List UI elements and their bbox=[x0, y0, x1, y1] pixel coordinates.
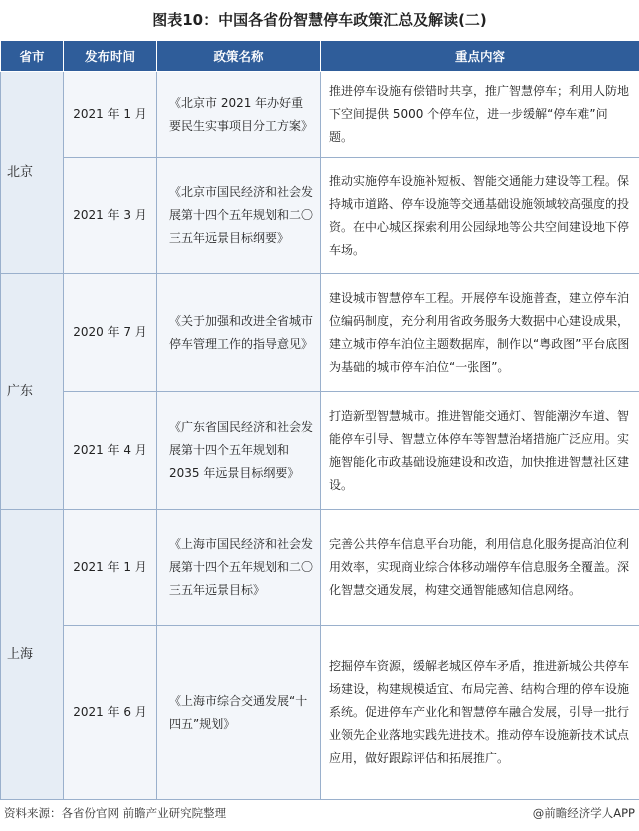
source-note: 资料来源：各省份官网 前瞻产业研究院整理 bbox=[4, 806, 227, 820]
table-header-row bbox=[1, 41, 639, 72]
content-cell: 推进停车设施有偿错时共享，推广智慧停车；利用人防地下空间提供 5000 个停车位，进一步缓解“停车难”问题。 bbox=[321, 72, 639, 158]
table-row bbox=[1, 392, 639, 510]
date-cell: 2021 年 1 月 bbox=[64, 72, 157, 158]
date-cell: 2020 年 7 月 bbox=[64, 274, 157, 392]
date-cell: 2021 年 4 月 bbox=[64, 392, 157, 510]
header-date: 发布时间 bbox=[64, 41, 157, 72]
date-cell: 2021 年 3 月 bbox=[64, 158, 157, 274]
policy-name-cell: 《上海市综合交通发展“十四五”规划》 bbox=[157, 626, 321, 800]
footer bbox=[0, 797, 639, 831]
policy-name-cell: 《关于加强和改进全省城市停车管理工作的指导意见》 bbox=[157, 274, 321, 392]
table-row bbox=[1, 510, 639, 626]
policy-name-cell: 《广东省国民经济和社会发展第十四个五年规划和2035 年远景目标纲要》 bbox=[157, 392, 321, 510]
content-cell: 完善公共停车信息平台功能，利用信息化服务提高泊位利用效率，实现商业综合体移动端停车信息服务全覆盖。深化智慧交通发展，构建交通智能感知信息网络。 bbox=[321, 510, 639, 626]
header-policy-name: 政策名称 bbox=[157, 41, 321, 72]
table-row bbox=[1, 274, 639, 392]
page-title: 图表10：中国各省份智慧停车政策汇总及解读(二) bbox=[152, 11, 487, 29]
province-cell: 广东 bbox=[1, 274, 64, 510]
header-province: 省市 bbox=[1, 41, 64, 72]
table-row bbox=[1, 72, 639, 158]
date-cell: 2021 年 1 月 bbox=[64, 510, 157, 626]
province-cell: 北京 bbox=[1, 72, 64, 274]
brand-credit: @前瞻经济学人APP bbox=[532, 806, 635, 820]
policy-table bbox=[0, 40, 639, 800]
province-cell: 上海 bbox=[1, 510, 64, 800]
content-cell: 打造新型智慧城市。推进智能交通灯、智能潮汐车道、智能停车引导、智慧立体停车等智慧治堵措施广泛应用。实施智能化市政基础设施建设和改造，加快推进智慧社区建设。 bbox=[321, 392, 639, 510]
content-cell: 挖掘停车资源，缓解老城区停车矛盾，推进新城公共停车场建设，构建规模适宜、布局完善、结构合理的停车设施系统。促进停车产业化和智慧停车融合发展，引导一批行业领先企业落地实践先进技术。推动停车设施新技术试点应用，做好跟踪评估和拓展推广。 bbox=[321, 626, 639, 800]
policy-name-cell: 《北京市国民经济和社会发展第十四个五年规划和二〇三五年远景目标纲要》 bbox=[157, 158, 321, 274]
policy-name-cell: 《上海市国民经济和社会发展第十四个五年规划和二〇三五年远景目标》 bbox=[157, 510, 321, 626]
table-row bbox=[1, 626, 639, 800]
content-cell: 建设城市智慧停车工程。开展停车设施普查，建立停车泊位编码制度，充分利用省政务服务大数据中心建设成果，建立城市停车泊位主题数据库，制作以“粤政图”平台底图为基础的城市停车泊位“一张图”。 bbox=[321, 274, 639, 392]
content-cell: 推动实施停车设施补短板、智能交通能力建设等工程。保持城市道路、停车设施等交通基础设施领域较高强度的投资。在中心城区探索利用公园绿地等公共空间建设地下停车场。 bbox=[321, 158, 639, 274]
header-key-content: 重点内容 bbox=[321, 41, 639, 72]
date-cell: 2021 年 6 月 bbox=[64, 626, 157, 800]
policy-name-cell: 《北京市 2021 年办好重要民生实事项目分工方案》 bbox=[157, 72, 321, 158]
table-row bbox=[1, 158, 639, 274]
